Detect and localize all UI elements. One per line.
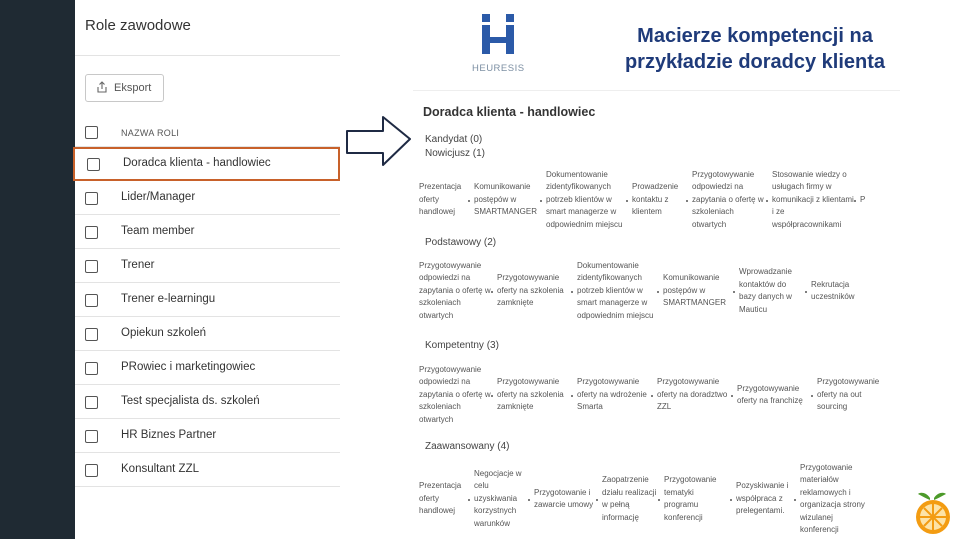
slide-headline xyxy=(600,23,910,75)
role-label: Lider/Manager xyxy=(121,191,196,203)
task-item: Prowadzenie kontaktu z klientem xyxy=(626,181,686,219)
task-item: Przygotowywanie odpowiedzi na zapytania o ofertę w szkoleniach otwartych xyxy=(419,260,491,320)
export-icon xyxy=(96,81,108,96)
task-row xyxy=(413,457,900,539)
role-row[interactable] xyxy=(75,283,340,317)
task-item: Wprowadzanie kontaktów do bazy danych w Mauticu xyxy=(733,266,805,316)
task-item: Przygotowywanie odpowiedzi na zapytania o ofertę w szkoleniach otwartych xyxy=(419,364,491,424)
task-item: Przygotowywanie oferty na szkolenia zamknięte xyxy=(491,272,571,310)
role-label: Trener xyxy=(121,259,155,271)
task-row xyxy=(413,161,900,239)
competency-level-label: Zaawansowany (4) xyxy=(425,441,510,452)
role-checkbox[interactable] xyxy=(85,430,98,443)
task-item: Prezentacja oferty handlowej xyxy=(419,182,462,217)
role-checkbox[interactable] xyxy=(85,260,98,273)
task-item: Przygotowywanie oferty na szkolenia zamknięte xyxy=(491,376,571,414)
competency-level-label: Nowicjusz (1) xyxy=(425,148,486,159)
role-row[interactable] xyxy=(75,215,340,249)
task-item: Przygotowywanie oferty na out sourcing xyxy=(811,376,873,414)
competency-level-label: Kandydat (0) xyxy=(425,134,483,145)
headline-line-2: przykładzie doradcy klienta xyxy=(624,51,886,73)
role-label: Trener e-learningu xyxy=(121,293,216,305)
task-item: Dokumentowanie zidentyfikowanych potrzeb klientów w smart managerze w odpowiednim miejscu xyxy=(571,260,657,323)
role-label: HR Biznes Partner xyxy=(121,429,217,441)
role-checkbox[interactable] xyxy=(85,464,98,477)
headline-line-1: Macierze kompetencji na xyxy=(637,25,873,47)
competency-level-label: Kompetentny (3) xyxy=(425,340,499,351)
task-item: Stosowanie wiedzy o usługach firmy w komunikacji z klientami i ze współpracownikami xyxy=(766,169,854,232)
role-row[interactable] xyxy=(75,249,340,283)
role-row[interactable] xyxy=(75,453,340,487)
role-row[interactable] xyxy=(75,385,340,419)
role-checkbox[interactable] xyxy=(85,226,98,239)
heuresis-logo xyxy=(472,12,524,74)
role-checkbox[interactable] xyxy=(85,362,98,375)
role-detail-title: Doradca klienta - handlowiec xyxy=(423,105,596,119)
task-item: Przygotowywanie odpowiedzi na zapytania o ofertę w szkoleniach otwartych xyxy=(686,169,766,232)
task-item: Przygotowanie materiałów reklamowych i organizacja strony wizulanej konferencji xyxy=(794,462,866,537)
dark-sidebar-bar xyxy=(0,0,75,539)
task-item: Dokumentowanie zidentyfikowanych potrzeb klientów w smart managerze w odpowiednim miejscu xyxy=(540,169,626,232)
role-detail-panel xyxy=(413,90,900,539)
role-checkbox[interactable] xyxy=(85,328,98,341)
task-item: Prezentacja oferty handlowej xyxy=(419,481,462,516)
task-item: Rekrutacja uczestników xyxy=(805,279,867,304)
role-row[interactable] xyxy=(73,147,340,181)
orange-slice-icon xyxy=(910,490,956,536)
role-checkbox[interactable] xyxy=(87,158,100,171)
task-item: Negocjacje w celu uzyskiwania korzystnych warunków xyxy=(468,468,528,531)
task-item: Przygotowanie tematyki programu konferencji xyxy=(658,474,730,524)
role-checkbox[interactable] xyxy=(85,294,98,307)
column-header-role-name: NAZWA ROLI xyxy=(121,128,180,138)
select-all-checkbox[interactable] xyxy=(85,126,98,139)
role-label: Test specjalista ds. szkoleń xyxy=(121,395,260,407)
role-label: PRowiec i marketingowiec xyxy=(121,361,256,373)
table-header xyxy=(75,118,340,147)
logo-mark-icon xyxy=(478,12,518,56)
pointer-arrow xyxy=(345,115,415,175)
task-row xyxy=(413,251,900,331)
task-item: Przygotowywanie oferty na wdrożenie Smarta xyxy=(571,376,651,414)
task-item: Komunikowanie postępów w SMARTMANGER xyxy=(468,181,540,219)
task-item: Przygotowanie i zawarcie umowy xyxy=(528,487,596,512)
task-item: Pozyskiwanie i współpraca z prelegentami. xyxy=(730,480,794,518)
role-row[interactable] xyxy=(75,181,340,215)
role-checkbox[interactable] xyxy=(85,192,98,205)
competency-level-label: Podstawowy (2) xyxy=(425,237,497,248)
role-label: Team member xyxy=(121,225,195,237)
task-item: Przygotowywanie oferty na franchizę xyxy=(731,383,811,408)
task-row xyxy=(413,359,900,431)
role-label: Doradca klienta - handlowiec xyxy=(123,157,271,169)
role-row[interactable] xyxy=(75,317,340,351)
role-row[interactable] xyxy=(75,419,340,453)
export-button[interactable] xyxy=(85,74,164,102)
divider xyxy=(75,55,340,56)
role-checkbox[interactable] xyxy=(85,396,98,409)
task-item: Zaopatrzenie działu realizacji w pełną informację xyxy=(596,474,658,524)
export-label: Eksport xyxy=(114,82,152,94)
panel-title: Role zawodowe xyxy=(85,17,191,34)
task-item: Przygotowywanie oferty na doradztwo ZZL xyxy=(651,376,731,414)
role-label: Opiekun szkoleń xyxy=(121,327,207,339)
task-item: P xyxy=(854,194,874,207)
role-label: Konsultant ZZL xyxy=(121,463,199,475)
task-item: Komunikowanie postępów w SMARTMANGER xyxy=(657,272,733,310)
roles-panel xyxy=(75,0,340,539)
role-row[interactable] xyxy=(75,351,340,385)
logo-text: HEURESIS xyxy=(472,63,525,74)
